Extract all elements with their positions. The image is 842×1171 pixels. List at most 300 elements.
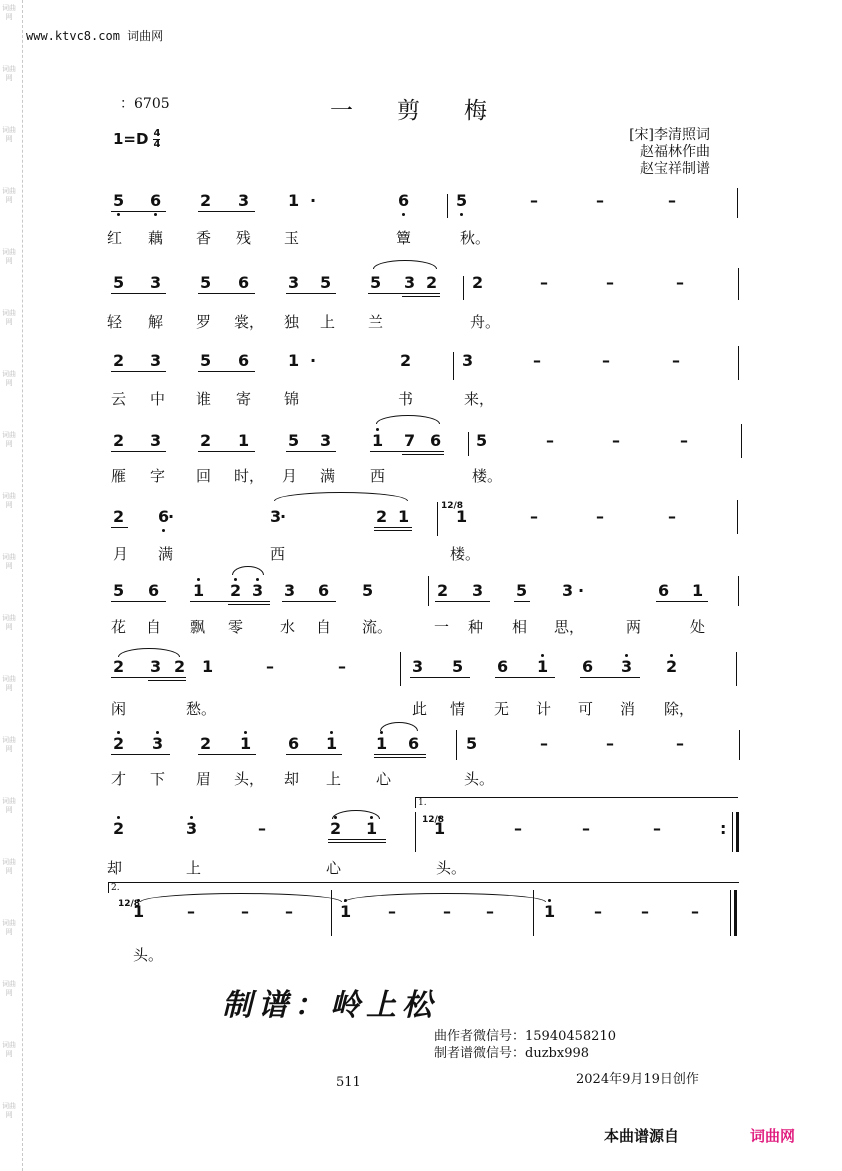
note: 1 [372,431,384,450]
note: · [168,507,175,526]
watermark-text: 词曲网 [2,553,16,570]
note: 5 [476,431,488,450]
dash-rest: – [266,657,274,676]
note: 1 [544,902,556,921]
lyric-char: 时， [234,467,265,485]
bar-line [736,652,737,686]
note: 5 [466,734,478,753]
bar-line [737,500,738,534]
underline [374,527,412,528]
dash-rest: – [676,734,684,753]
lyric-char: 独 [284,313,300,331]
note: 5 [200,351,212,370]
maker-signature: 制谱：岭上松 [222,988,438,1023]
lyric-char: 飘 [190,618,206,636]
source-label: 本曲谱源自 [604,1127,680,1145]
underline [198,371,255,372]
underline-double [374,530,412,531]
note: 1 [288,191,300,210]
note: 3 [412,657,424,676]
lyric-char: 眉 [196,770,212,788]
note: 6 [408,734,420,753]
lyric-char: 玉 [284,229,300,247]
note: 3 [150,273,162,292]
bar-line [741,424,742,458]
note: 3 [621,657,633,676]
lyric-char: 除， [664,700,695,718]
note: 2 [200,431,212,450]
watermark-text: 词曲网 [2,4,16,21]
octave-dot-low [154,213,157,216]
note: 1 [376,734,388,753]
watermark-text: 词曲网 [2,797,16,814]
note: 2 [200,191,212,210]
meter-change: 12/8 [441,501,464,511]
watermark-text: 词曲网 [2,309,16,326]
dash-rest: – [388,902,396,921]
lyric-char: 西 [270,545,286,563]
watermark-text: 词曲网 [2,675,16,692]
note: 5 [113,191,125,210]
underline-double [328,842,386,843]
note: 3 [462,351,474,370]
lyric-char: 云 [111,390,127,408]
score-id: ：6705 [120,96,170,112]
octave-dot-high [625,654,628,657]
note: 3 [270,507,282,526]
note: 2 [113,819,125,838]
underline [111,293,166,294]
note: 3 [288,273,300,292]
note: 2 [472,273,484,292]
lyric-char: 中 [150,390,166,408]
dash-rest: – [596,191,604,210]
lyric-char: 此 [412,700,428,718]
note: · [310,191,317,210]
dash-rest: – [187,902,195,921]
underline [368,293,440,294]
lyric-char: 月 [282,467,298,485]
octave-dot-high [541,654,544,657]
lyric-char: 上 [186,859,202,877]
slur [376,415,440,424]
dash-rest: – [582,819,590,838]
bar-line [533,890,534,936]
lyric-char: 满 [320,467,336,485]
lyric-char: 自 [146,618,162,636]
meter-change: 12/8 [118,899,141,909]
note: 2 [330,819,342,838]
dash-rest: – [533,351,541,370]
lyric-char: 心 [326,859,342,877]
dash-rest: – [443,902,451,921]
underline [286,293,336,294]
octave-dot-high [330,731,333,734]
octave-dot-high [117,731,120,734]
underline [656,601,708,602]
note: 2 [400,351,412,370]
underline [198,293,255,294]
slur [140,893,342,902]
note: 2 [113,507,125,526]
lyric-char: 红 [107,229,123,247]
lyric-char: 头。 [436,859,467,877]
dash-rest: – [668,191,676,210]
dash-rest: – [596,507,604,526]
bar-line [415,812,416,852]
underline [370,451,444,452]
note: 6 [148,581,160,600]
underline [286,754,342,755]
note: 3 [562,581,574,600]
note: 1 [202,657,214,676]
lyric-char: 心 [376,770,392,788]
octave-dot-high [156,731,159,734]
site-url[interactable]: www.ktvc8.com 词曲网 [26,29,164,43]
underline [374,754,426,755]
underline [410,677,470,678]
underline [514,601,530,602]
bar-line [447,194,448,218]
note: 1 [238,431,250,450]
time-bottom: 4 [153,139,161,150]
watermark-text: 词曲网 [2,492,16,509]
underline [435,601,490,602]
underline [190,601,270,602]
lyric-char: 思， [554,618,585,636]
meter-change: 12/8 [422,815,445,825]
note: 3 [150,657,162,676]
lyric-char: 下 [150,770,166,788]
slur [344,893,546,902]
watermark-text: 词曲网 [2,1102,16,1119]
dash-rest: – [258,819,266,838]
dash-rest: – [530,191,538,210]
dash-rest: – [546,431,554,450]
note: 1 [193,581,205,600]
octave-dot-high [256,578,259,581]
dash-rest: – [672,351,680,370]
note: 1 [398,507,410,526]
note: 6 [398,191,410,210]
octave-dot-high [548,899,551,902]
note: 3 [252,581,264,600]
note: 6 [158,507,170,526]
note: 2 [376,507,388,526]
note: 5 [370,273,382,292]
key-signature [113,129,160,150]
lyric-char: 水 [280,618,296,636]
lyric-char: 可 [578,700,594,718]
note: · [310,351,317,370]
slur [332,810,380,819]
lyric-char: 罗 [196,313,212,331]
lyric-char: 情 [450,700,466,718]
lyric-char: 月 [113,545,129,563]
note: 1 [456,507,468,526]
lyric-char: 兰 [368,313,384,331]
underline [495,677,555,678]
volta-bracket [108,882,739,893]
note: 2 [113,351,125,370]
note: 1 [326,734,338,753]
dash-rest: – [530,507,538,526]
slur [380,722,418,731]
dash-rest: – [540,273,548,292]
lyric-char: 藕 [148,229,164,247]
lyric-char: 消 [620,700,636,718]
octave-dot-high [117,816,120,819]
lyric-char: 裳， [234,313,265,331]
underline-double [374,757,426,758]
lyric-char: 闲 [111,700,127,718]
note: 3 [150,351,162,370]
dash-rest: – [540,734,548,753]
octave-dot-high [380,731,383,734]
lyric-char: 一 [434,618,450,636]
slur [274,492,408,501]
dash-rest: – [514,819,522,838]
note: 5 [288,431,300,450]
watermark-text: 词曲网 [2,1041,16,1058]
lyric-char: 处 [690,618,706,636]
bar-line [468,432,469,456]
lyric-char: 满 [158,545,174,563]
underline [111,601,166,602]
lyric-char: 计 [536,700,552,718]
watermark-text: 词曲网 [2,370,16,387]
slur [118,648,180,657]
underline [286,451,336,452]
underline [111,211,166,212]
page-number: 511 [336,1075,361,1090]
underline [580,677,640,678]
note: 3 [150,431,162,450]
lyric-char: 锦 [284,390,300,408]
note: 2 [426,273,438,292]
lyric-char: 却 [284,770,300,788]
underline [198,211,255,212]
lyric-char: 才 [111,770,127,788]
bar-line [437,502,438,536]
octave-dot-low [402,213,405,216]
page-title: 一剪梅 [330,98,531,124]
lyric-char: 自 [316,618,332,636]
lyric-char: 上 [326,770,342,788]
final-bar [734,890,737,936]
volta-number: 1. [418,798,427,808]
lyric-char: 舟。 [470,313,501,331]
key-label: 1=D [113,130,149,148]
dash-rest: – [653,819,661,838]
lyric-char: 残 [236,229,252,247]
lyric-char: 字 [150,467,166,485]
note: 3 [472,581,484,600]
octave-dot-high [197,578,200,581]
note: 6 [582,657,594,676]
lyric-char: 却 [107,859,123,877]
note: 7 [404,431,416,450]
note: 5 [456,191,468,210]
maker-wechat: 制者谱微信号：duzbx998 [434,1046,590,1061]
dash-rest: – [612,431,620,450]
lyric-char: 头。 [464,770,495,788]
watermark-text: 词曲网 [2,919,16,936]
note: 3 [404,273,416,292]
note: 6 [150,191,162,210]
lyric-char: 楼。 [472,467,503,485]
octave-dot-low [460,213,463,216]
underline-double [402,454,444,455]
note: 5 [200,273,212,292]
dash-rest: – [676,273,684,292]
lyric-char: 簟 [396,229,412,247]
note: 2 [200,734,212,753]
lyric-char: 香 [196,229,212,247]
lyric-char: 流。 [362,618,393,636]
bar-line [453,352,454,380]
watermark-text: 词曲网 [2,431,16,448]
underline [111,677,186,678]
underline [198,754,256,755]
watermark-text: 词曲网 [2,126,16,143]
watermark-text: 词曲网 [2,980,16,997]
note: 6 [288,734,300,753]
watermark-text: 词曲网 [2,65,16,82]
dash-rest: – [668,507,676,526]
dash-rest: – [594,902,602,921]
dash-rest: – [606,273,614,292]
time-signature [153,129,160,150]
lyric-char: 上 [320,313,336,331]
note: 3 [186,819,198,838]
lyric-char: 来， [464,390,495,408]
underline [111,371,166,372]
lyric-char: 秋。 [460,229,491,247]
note: 5 [113,581,125,600]
note: 1 [240,734,252,753]
slur [373,260,437,269]
watermark-text: 词曲网 [2,614,16,631]
note: 6 [318,581,330,600]
note: 1 [340,902,352,921]
octave-dot-high [190,816,193,819]
lyric-char: 愁。 [186,700,217,718]
note: 2 [113,734,125,753]
note: 1 [692,581,704,600]
arranger-credit: 赵宝祥制谱 [640,161,710,177]
lyric-char: 头， [234,770,265,788]
dash-rest: – [241,902,249,921]
bar-line [738,346,739,380]
lyric-char: 西 [370,467,386,485]
lyric-char: 回 [196,467,212,485]
source-site-link[interactable]: 词曲网 [750,1127,796,1145]
octave-dot-high [234,578,237,581]
bar-line [331,890,332,936]
creation-date: 2024年9月19日创作 [576,1072,699,1087]
dash-rest: – [486,902,494,921]
note: 1 [434,819,446,838]
bar-line [463,276,464,300]
lyric-char: 无 [494,700,510,718]
bar-line [738,576,739,606]
note: 1 [133,902,145,921]
note: 5 [516,581,528,600]
lyric-char: 头。 [133,946,164,964]
lyric-char: 谁 [196,390,212,408]
composer-wechat: 曲作者微信号：15940458210 [434,1029,616,1044]
note: 2 [666,657,678,676]
note: 2 [174,657,186,676]
underline [198,451,255,452]
final-bar [736,812,739,852]
watermark-text: 词曲网 [2,858,16,875]
note: 3 [284,581,296,600]
bar-line [400,652,401,686]
bar-line [456,730,457,760]
watermark-text: 词曲网 [2,736,16,753]
bar-line [428,576,429,606]
underline [282,601,336,602]
bar-line [739,730,740,760]
dash-rest: – [680,431,688,450]
dash-rest: – [691,902,699,921]
slur [232,566,264,575]
dash-rest: – [602,351,610,370]
volta-number: 2. [111,883,120,893]
underline [111,451,166,452]
note: 2 [113,657,125,676]
dash-rest: – [606,734,614,753]
dash-rest: – [641,902,649,921]
underline [111,527,128,528]
note: 6 [497,657,509,676]
note: 1 [366,819,378,838]
note: 2 [437,581,449,600]
octave-dot-high [670,654,673,657]
lyric-char: 两 [626,618,642,636]
note: : [720,819,727,838]
note: 2 [230,581,242,600]
lyric-char: 轻 [107,313,123,331]
lyric-char: 雁 [111,467,127,485]
lyricist-credit: [宋]李清照词 [629,127,710,143]
note: 6 [238,351,250,370]
bar-line [730,890,731,936]
octave-dot-high [376,428,379,431]
note: 6 [430,431,442,450]
lyric-char: 寄 [236,390,252,408]
note: · [280,507,287,526]
watermark-text: 词曲网 [2,187,16,204]
note: 5 [320,273,332,292]
bar-line [738,268,739,300]
note: 5 [452,657,464,676]
lyric-char: 楼。 [450,545,481,563]
note: 3 [152,734,164,753]
bar-line [732,812,733,852]
note: 2 [113,431,125,450]
note: 3 [320,431,332,450]
note: 6 [658,581,670,600]
underline-double [148,680,186,681]
watermark-text: 词曲网 [2,248,16,265]
octave-dot-low [162,529,165,532]
lyric-char: 解 [148,313,164,331]
note: 3 [238,191,250,210]
bar-line [737,188,738,218]
